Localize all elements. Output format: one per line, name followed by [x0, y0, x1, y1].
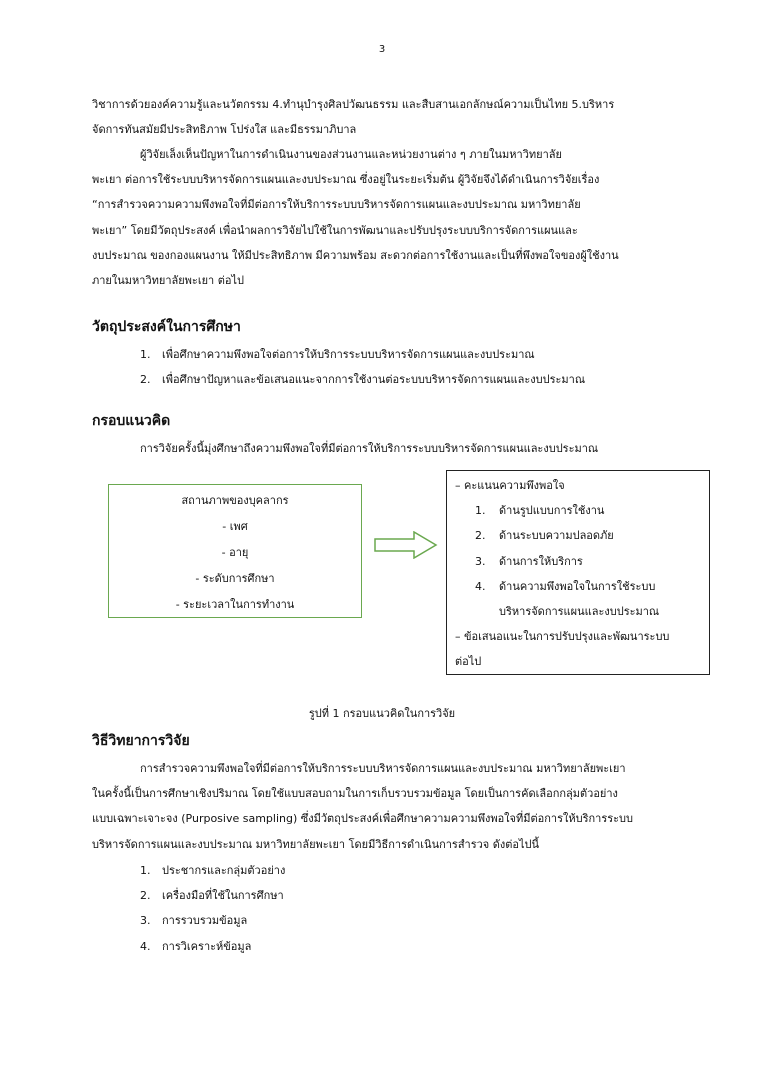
framework-heading: กรอบแนวคิด	[92, 413, 171, 429]
text-line: วิชาการด้วยองค์ความรู้และนวัตกรรม 4.ทำนุบำรุงศิลปวัฒนธรรม และสืบสานเอกลักษณ์ความเป็นไทย 5.บริหาร	[92, 98, 615, 111]
box-item: - อายุ	[221, 546, 249, 559]
framework-intro	[92, 436, 680, 461]
objectives-heading: วัตถุประสงค์ในการศึกษา	[92, 319, 241, 335]
list-item: 1. เพื่อศึกษาความพึงพอใจต่อการให้บริการระบบบริหารจัดการแผนและงบประมาณ	[140, 348, 535, 361]
page-number: 3	[378, 44, 386, 55]
figure-caption: รูปที่ 1 กรอบแนวคิดในการวิจัย	[308, 707, 456, 720]
box-title: สถานภาพของบุคลากร	[181, 494, 289, 507]
intro-paragraph	[92, 92, 680, 142]
problem-paragraph	[92, 142, 680, 293]
satisfaction-box	[446, 470, 710, 675]
text-line: จัดการทันสมัยมีประสิทธิภาพ โปร่งใส และมีธรรมาภิบาล	[92, 123, 357, 137]
box-item: 4. ด้านความพึงพอใจในการใช้ระบบ	[475, 579, 656, 593]
box-suggestion-continuation: ต่อไป	[455, 655, 482, 669]
box-item: - ระดับการศึกษา	[195, 572, 275, 585]
right-arrow-icon	[374, 531, 438, 559]
text-line: การสำรวจความพึงพอใจที่มีต่อการให้บริการระบบบริหารจัดการแผนและงบประมาณ มหาวิทยาลัยพะเยา	[140, 762, 626, 775]
text-line: ภายในมหาวิทยาลัยพะเยา ต่อไป	[92, 274, 244, 288]
personnel-status-box	[108, 484, 362, 618]
box-item: 1. ด้านรูปแบบการใช้งาน	[475, 504, 605, 518]
box-item-continuation: บริหารจัดการแผนและงบประมาณ	[499, 605, 660, 619]
list-item: 2. เพื่อศึกษาปัญหาและข้อเสนอแนะจากการใช้งานต่อระบบบริหารจัดการแผนและงบประมาณ	[140, 373, 586, 387]
text-line: พะเยา” โดยมีวัตถุประสงค์ เพื่อนำผลการวิจัยไปใช้ในการพัฒนาและปรับปรุงระบบบริการจัดการแผนและ	[92, 223, 578, 237]
methodology-paragraph	[92, 756, 680, 857]
list-item: 3. การรวบรวมข้อมูล	[140, 914, 248, 928]
text-line: แบบเฉพาะเจาะจง (Purposive sampling) ซึ่งมีวัตถุประสงค์เพื่อศึกษาความความพึงพอใจที่มีต่อการให้บริการระบบ	[92, 812, 634, 826]
box-item: - ระยะเวลาในการทำงาน	[175, 598, 295, 611]
methodology-heading: วิธีวิทยาการวิจัย	[92, 733, 190, 749]
box-suggestion: – ข้อเสนอแนะในการปรับปรุงและพัฒนาระบบ	[455, 630, 670, 644]
text-line: การวิจัยครั้งนี้มุ่งศึกษาถึงความพึงพอใจที่มีต่อการให้บริการระบบบริหารจัดการแผนและงบประมาณ	[140, 442, 599, 455]
methodology-list	[140, 858, 285, 959]
list-item: 4. การวิเคราะห์ข้อมูล	[140, 939, 252, 953]
box-item: 2. ด้านระบบความปลอดภัย	[475, 529, 614, 543]
text-line: พะเยา ต่อการใช้ระบบบริหารจัดการแผนและงบประมาณ ซึ่งอยู่ในระยะเริ่มต้น ผู้วิจัยจึงได้ดำเนินการวิจัยเรื่อง	[92, 173, 600, 187]
objectives-list	[140, 342, 585, 392]
box-item: 3. ด้านการให้บริการ	[475, 554, 583, 568]
box-header: – คะแนนความพึงพอใจ	[455, 479, 565, 492]
list-item: 2. เครื่องมือที่ใช้ในการศึกษา	[140, 889, 284, 903]
text-line: บริหารจัดการแผนและงบประมาณ มหาวิทยาลัยพะเยา โดยมีวิธีการดำเนินการสำรวจ ดังต่อไปนี้	[92, 837, 540, 851]
text-line: “การสำรวจความความพึงพอใจที่มีต่อการให้บริการระบบบริหารจัดการแผนและงบประมาณ มหาวิทยาลัย	[92, 198, 581, 212]
text-line: ผู้วิจัยเล็งเห็นปัญหาในการดำเนินงานของส่วนงานและหน่วยงานต่าง ๆ ภายในมหาวิทยาลัย	[140, 148, 562, 161]
text-line: ในครั้งนี้เป็นการศึกษาเชิงปริมาณ โดยใช้แบบสอบถามในการเก็บรวบรวมข้อมูล โดยเป็นการคัดเลือกกลุ่มตัวอย่าง	[92, 787, 618, 801]
list-item: 1. ประชากรและกลุ่มตัวอย่าง	[140, 864, 286, 877]
box-item: - เพศ	[222, 520, 248, 533]
text-line: งบประมาณ ของกองแผนงาน ให้มีประสิทธิภาพ มีความพร้อม สะดวกต่อการใช้งานและเป็นที่พึงพอใจของผู้ใช้งาน	[92, 248, 619, 262]
